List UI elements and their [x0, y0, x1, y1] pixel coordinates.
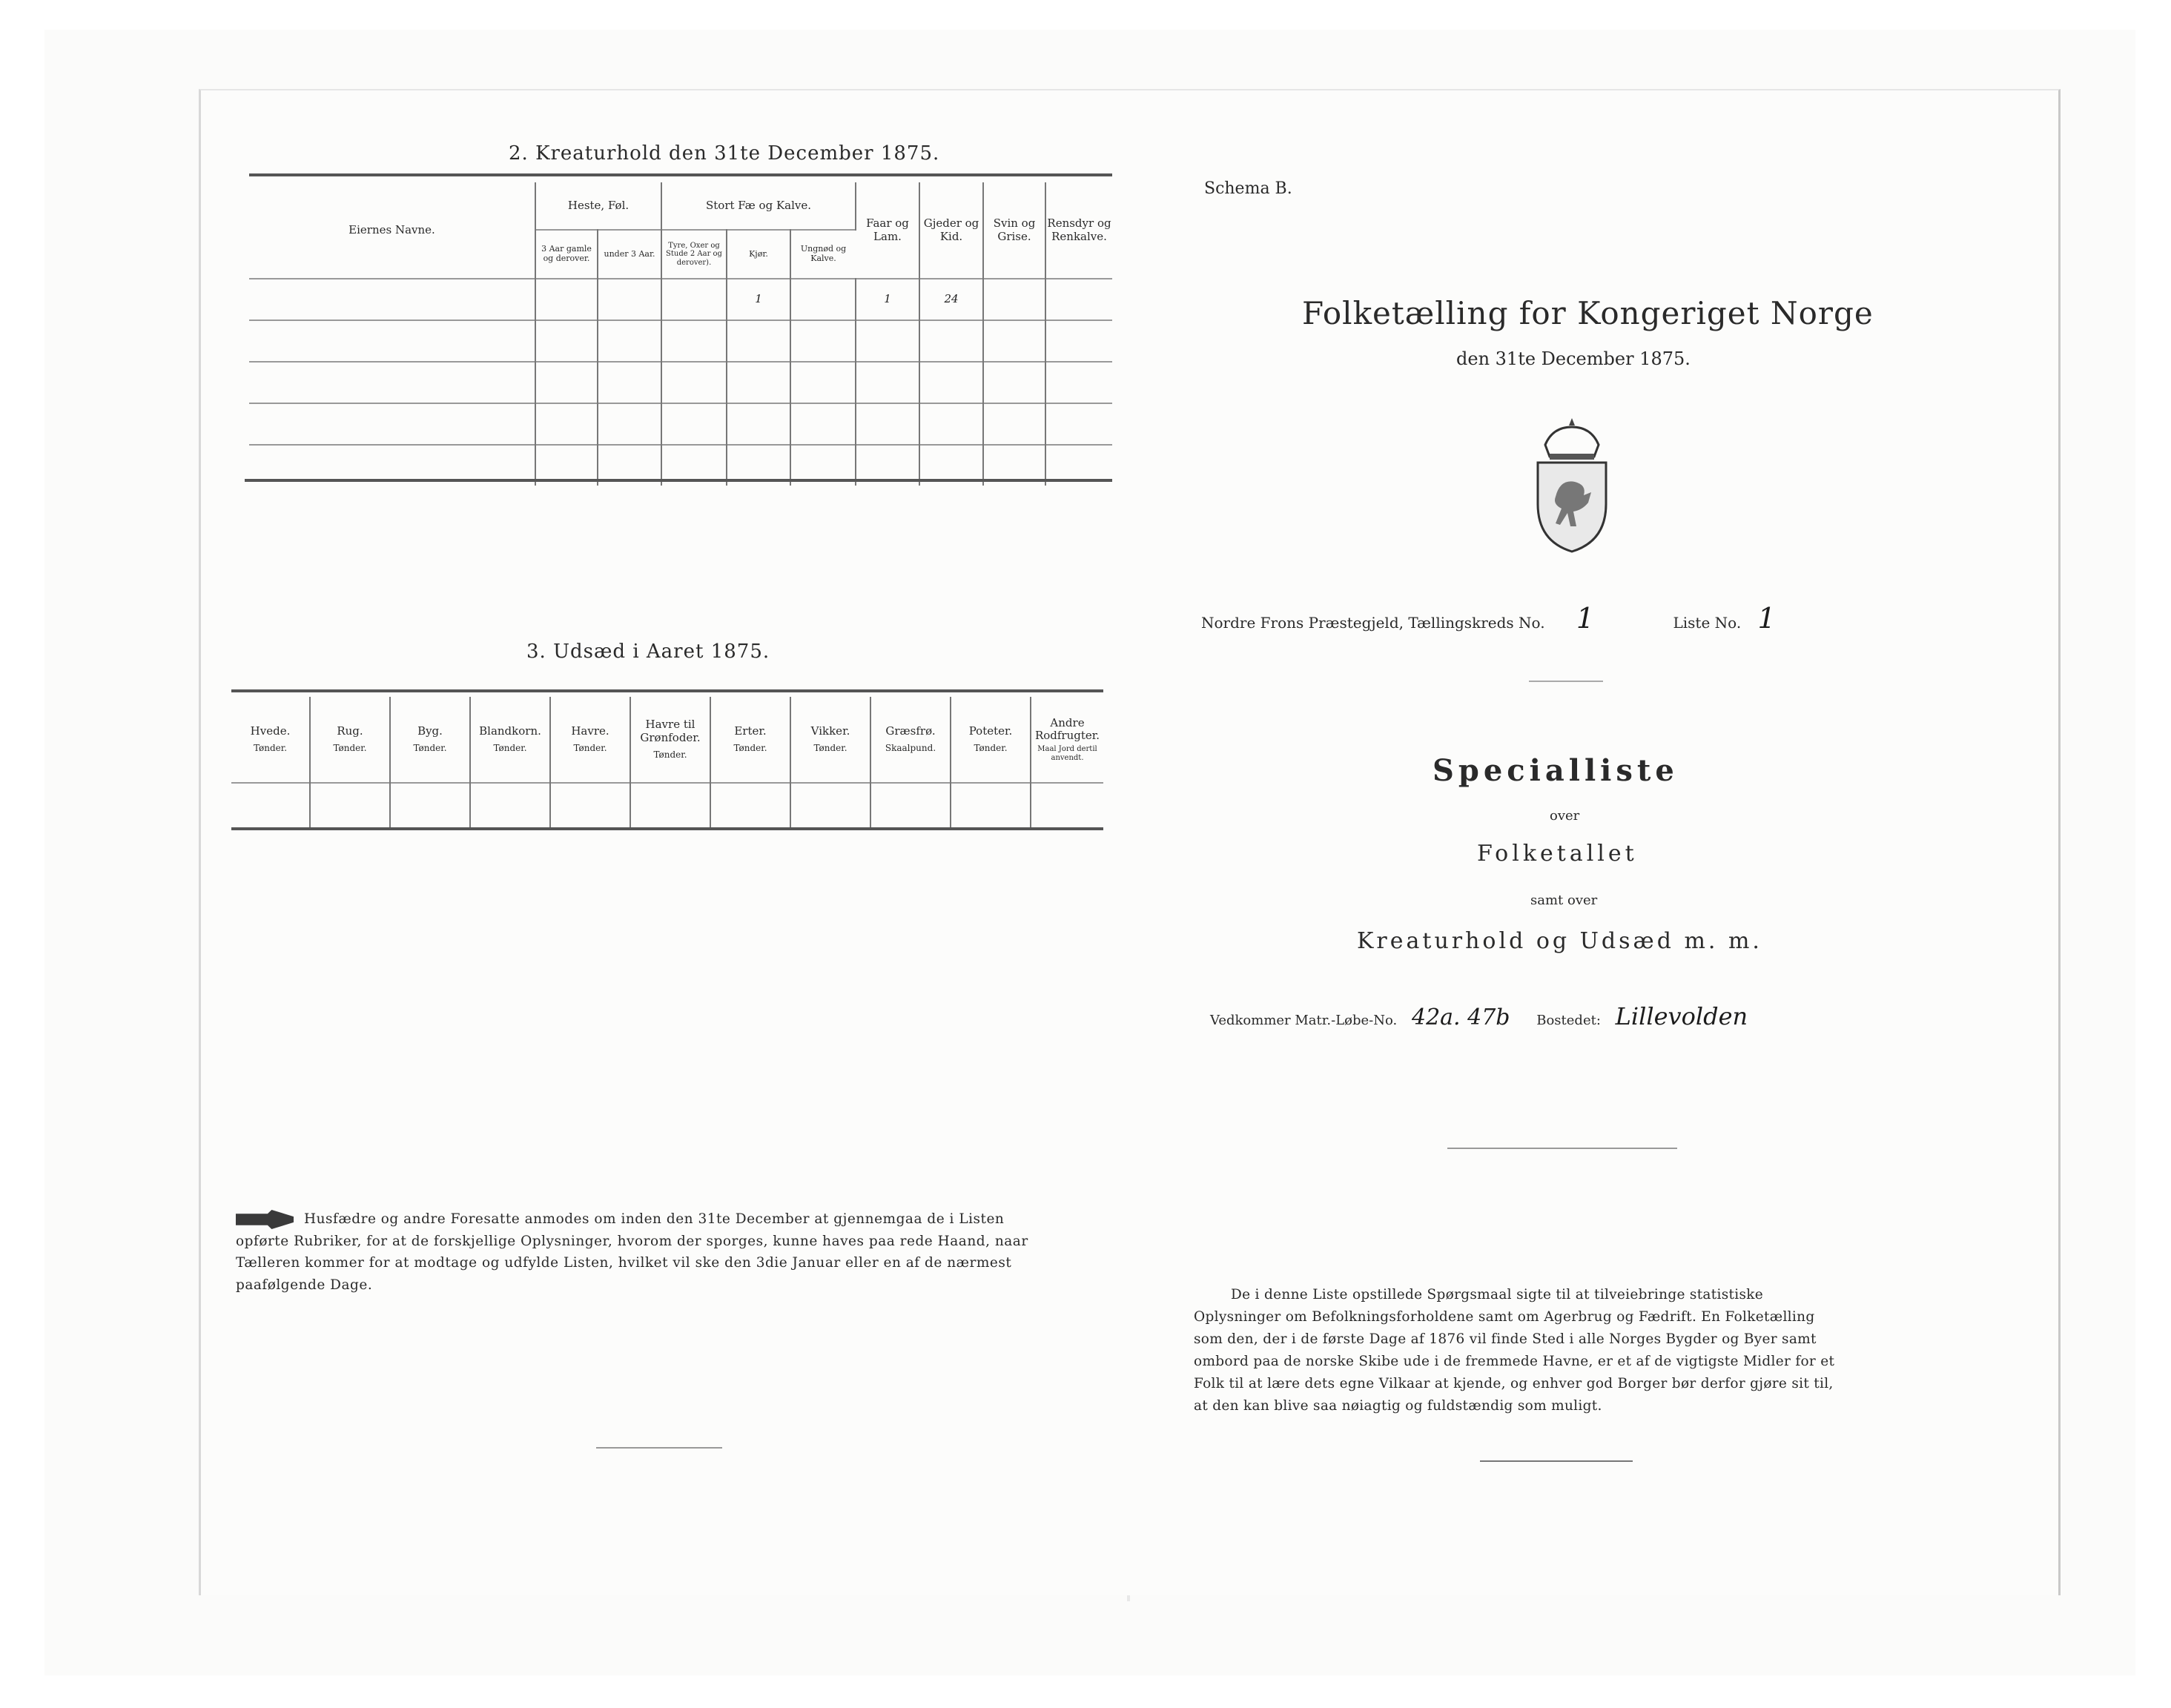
matr-value: 42a. 47b	[1411, 1004, 1510, 1030]
table-row	[249, 403, 1112, 445]
bosted-label: Bostedet:	[1536, 1013, 1601, 1028]
sub-ungnod: Ungnød og Kalve.	[790, 230, 856, 279]
sub-heste-young: under 3 Aar.	[598, 230, 661, 279]
matr-line	[1210, 1002, 1748, 1030]
bosted-value: Lillevolden	[1615, 1002, 1748, 1030]
table-row	[249, 279, 1112, 320]
kreaturhold-title: Kreaturhold og Udsæd m. m.	[1357, 928, 1762, 954]
livestock-bottom-rule	[245, 479, 1112, 482]
notice-text: Husfædre og andre Foresatte anmodes om inden den 31te December at gjennemgaa de i Listen opførte Rubriker, for at de forskjellige Oplysninger, hvorom der sporges, kunne haves paa rede Haand, naar Tælleren kommer for at modtage og udfylde Listen, hvilket vil ske den 3die Januar eller en af de nærmest paafølgende Dage.	[236, 1211, 1028, 1293]
census-date: den 31te December 1875.	[1456, 348, 1691, 369]
liste-number: 1	[1757, 602, 1776, 635]
livestock-table	[249, 182, 1112, 486]
parish-label: Nordre Frons Præstegjeld, Tællingskreds No.	[1201, 614, 1545, 632]
coat-of-arms	[1530, 415, 1613, 559]
schema-label: Schema B.	[1204, 179, 1292, 198]
seed-table	[231, 697, 1103, 830]
crown-lion-icon	[1530, 415, 1613, 556]
left-footer-rule	[596, 1447, 722, 1449]
notice-paragraph	[236, 1208, 1044, 1296]
seed-col-byg: Byg. Tønder.	[390, 697, 470, 783]
divider-3	[1480, 1460, 1633, 1462]
seed-col-poteter: Poteter. Tønder.	[951, 697, 1031, 783]
seed-col-blandkorn: Blandkorn. Tønder.	[470, 697, 550, 783]
divider-1	[1529, 681, 1603, 682]
table-row	[249, 320, 1112, 362]
census-title: Folketælling for Kongeriget Norge	[1302, 295, 1874, 331]
intro-paragraph: De i denne Liste opstillede Spørgsmaal sigte til at tilveiebringe statistiske Oplysninger om Befolkningsforholdene samt om Agerbrug og Fædrift. En Folketælling som den, der i de første Dage af 1876 vil finde Sted i alle Norges Bygder og Byer samt ombord paa de norske Skibe ude i de fremmede Havne, er et af de vigtigste Midler for et Folk til at lære dets egne Vilkaar at kjende, og enhver god Borger bør derfor gjøre sit til, at den kan blive saa nøiagtig og fuldstændig som muligt.	[1194, 1287, 1835, 1414]
livestock-top-rule	[249, 173, 1112, 176]
parish-line	[1201, 602, 1776, 635]
seed-title: 3. Udsæd i Aaret 1875.	[526, 640, 770, 663]
folketallet-title: Folketallet	[1477, 841, 1638, 867]
kreds-number: 1	[1576, 602, 1595, 635]
specialliste-title: Specialliste	[1433, 753, 1679, 788]
owner-header: Eiernes Navne.	[249, 182, 535, 279]
group-faar: Faar og Lam.	[856, 182, 919, 279]
seed-col-erter: Erter. Tønder.	[710, 697, 790, 783]
seed-col-gronfoder: Havre til Grønfoder. Tønder.	[630, 697, 710, 783]
group-gjeder: Gjeder og Kid.	[919, 182, 983, 279]
group-heste: Heste, Føl.	[535, 182, 661, 230]
group-rensdyr: Rensdyr og Renkalve.	[1047, 216, 1111, 243]
seed-col-rug: Rug. Tønder.	[310, 697, 390, 783]
entry-kjor: 1	[727, 279, 790, 320]
samt-over-label: samt over	[1530, 893, 1598, 908]
liste-label: Liste No.	[1673, 614, 1742, 632]
seed-col-hvede: Hvede. Tønder.	[231, 697, 310, 783]
sub-heste-old: 3 Aar gamle og derover.	[535, 230, 598, 279]
seed-value-row	[231, 783, 1103, 830]
seed-col-vikker: Vikker. Tønder.	[790, 697, 870, 783]
group-stort-fae: Stort Fæ og Kalve.	[661, 182, 856, 230]
divider-2	[1447, 1148, 1677, 1149]
seed-col-rodfrugter: Andre Rodfrugter. Maal Jord dertil anvendt.	[1034, 715, 1100, 762]
matr-label: Vedkommer Matr.-Løbe-No.	[1210, 1013, 1398, 1028]
sub-tyre: Tyre, Oxer og Stude 2 Aar og derover).	[661, 230, 727, 279]
over-label-1: over	[1550, 808, 1580, 824]
livestock-title: 2. Kreaturhold den 31te December 1875.	[509, 142, 940, 165]
seed-bottom-rule	[231, 827, 1103, 830]
sub-kjor: Kjør.	[727, 230, 790, 279]
entry-faar: 1	[856, 279, 919, 320]
entry-gjeder: 24	[919, 279, 983, 320]
seed-top-rule	[231, 689, 1103, 692]
pointing-hand-icon	[236, 1210, 294, 1229]
group-svin: Svin og Grise.	[983, 182, 1045, 279]
seed-col-graesfro: Græsfrø. Skaalpund.	[870, 697, 951, 783]
seed-col-havre: Havre. Tønder.	[550, 697, 630, 783]
seed-header-row	[231, 697, 1103, 783]
table-row	[249, 362, 1112, 403]
